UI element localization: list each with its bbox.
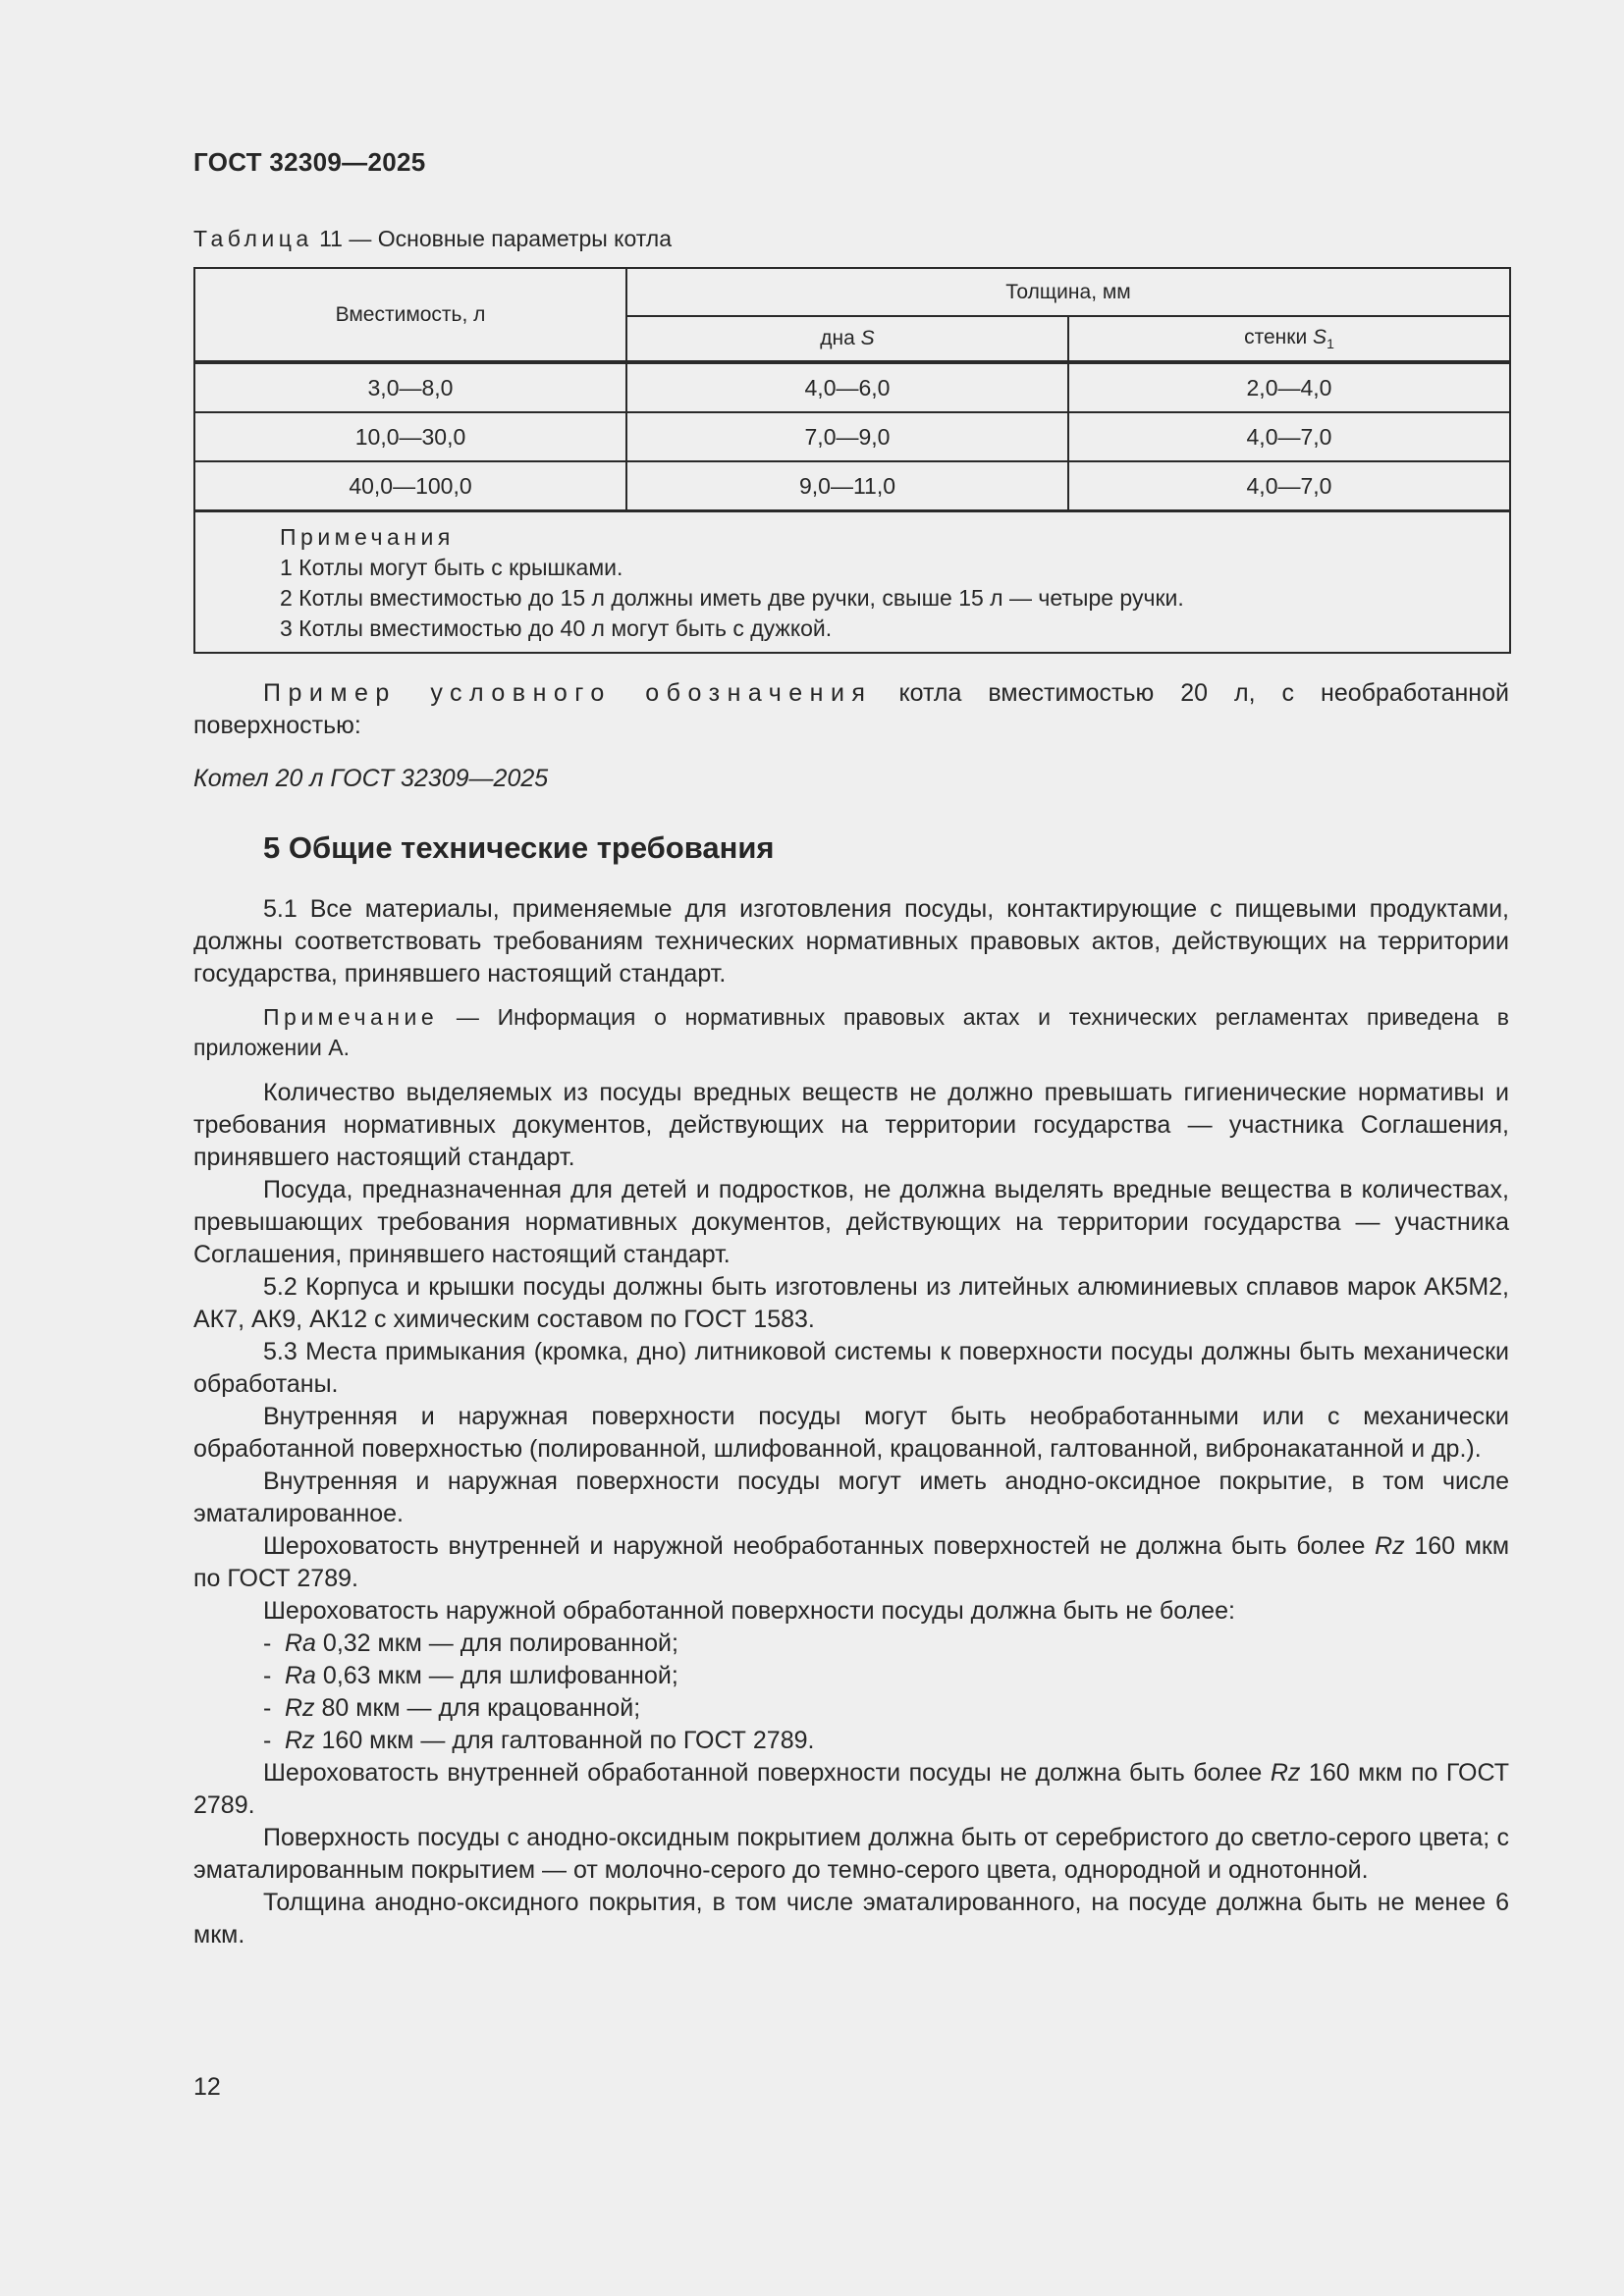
note-label: Примечание <box>263 1004 439 1030</box>
standard-header: ГОСТ 32309—2025 <box>193 147 426 177</box>
cell-capacity: 10,0—30,0 <box>194 412 626 461</box>
cell-bottom: 4,0—6,0 <box>626 362 1068 412</box>
table-notes-row <box>194 511 1510 654</box>
paragraph-color: Поверхность посуды с анодно-оксидным покрытием должна быть от серебристого до светло-серого цвета; с эматалированным покрытием — от молочно-серого до темно-серого цвета, однородной и однотонной. <box>193 1824 1509 1884</box>
parameters-table <box>193 267 1511 654</box>
note-item: 1 Котлы могут быть с крышками. <box>280 555 623 580</box>
note-item: 3 Котлы вместимостью до 40 л могут быть с дужкой. <box>280 615 833 641</box>
table-caption-text: 11 — Основные параметры котла <box>319 226 673 251</box>
list-item: - Rz 80 мкм — для крацованной; <box>263 1694 641 1722</box>
paragraph-rough-outer: Шероховатость наружной обработанной поверхности посуды должна быть не более: <box>263 1597 1235 1625</box>
paragraph-5-2: 5.2 Корпуса и крышки посуды должны быть изготовлены из литейных алюминиевых сплавов марок АК5М2, АК7, АК9, АК12 с химическим составом по ГОСТ 1583. <box>193 1273 1509 1333</box>
page-number: 12 <box>193 2073 221 2101</box>
cell-wall: 2,0—4,0 <box>1068 362 1510 412</box>
list-item: - Ra 0,32 мкм — для полированной; <box>263 1629 678 1657</box>
paragraph-5-1: 5.1 Все материалы, применяемые для изготовления посуды, контактирующие с пищевыми продуктами, должны соответствовать требованиям технических нормативных правовых актов, действующих на территории государства, принявшего настоящий стандарт. <box>193 895 1509 988</box>
table-header-row <box>194 268 1510 316</box>
header-capacity: Вместимость, л <box>194 268 626 362</box>
section-note: Примечание — Информация о нормативных правовых актах и технических регламентах приведена в приложении А. <box>193 1004 1509 1060</box>
table-row <box>194 461 1510 511</box>
paragraph-surfaces: Внутренняя и наружная поверхности посуды могут быть необработанными или с механически обработанной поверхностью (полированной, шлифованной, крацованной, галтованной, вибронакатанной и др.). <box>193 1403 1509 1463</box>
paragraph-rough-inner: Шероховатость внутренней обработанной поверхности посуды не должна быть более Rz 160 мкм по ГОСТ 2789. <box>193 1759 1509 1819</box>
paragraph-coating: Внутренняя и наружная поверхности посуды могут иметь анодно-оксидное покрытие, в том числе эматалированное. <box>193 1468 1509 1527</box>
roughness-list <box>193 1628 1509 1757</box>
paragraph-thickness: Толщина анодно-оксидного покрытия, в том числе эматалированного, на посуде должна быть не менее 6 мкм. <box>193 1889 1509 1949</box>
table-row <box>194 362 1510 412</box>
list-item: - Ra 0,63 мкм — для шлифованной; <box>263 1662 678 1689</box>
example-paragraph: Пример условного обозначения котла вместимостью 20 л, с необработанной поверхностью: <box>193 679 1509 739</box>
paragraph-children: Посуда, предназначенная для детей и подростков, не должна выделять вредные вещества в количествах, превышающих требования нормативных документов, действующих на территории государства — участника Соглашения, принявшего настоящий стандарт. <box>193 1176 1509 1268</box>
header-wall: стенки $S_1$ <box>1068 316 1510 362</box>
paragraph-rough-untreated: Шероховатость внутренней и наружной необработанных поверхностей не должна быть более Rz 160 мкм по ГОСТ 2789. <box>193 1532 1510 1592</box>
note-item: 2 Котлы вместимостью до 15 л должны иметь две ручки, свыше 15 л — четыре ручки. <box>280 585 1184 611</box>
header-thickness: Толщина, мм <box>626 268 1510 316</box>
cell-bottom: 7,0—9,0 <box>626 412 1068 461</box>
table-caption-label: Таблица <box>193 226 313 251</box>
cell-capacity: 3,0—8,0 <box>194 362 626 412</box>
section-body <box>193 893 1509 1951</box>
table-notes <box>194 511 1510 654</box>
notes-title: Примечания <box>280 524 455 550</box>
example-label: Пример условного обозначения <box>263 679 873 707</box>
header-bottom: дна S <box>626 316 1068 362</box>
cell-bottom: 9,0—11,0 <box>626 461 1068 511</box>
cell-wall: 4,0—7,0 <box>1068 412 1510 461</box>
designation-example <box>193 677 1509 795</box>
cell-capacity: 40,0—100,0 <box>194 461 626 511</box>
section-heading: 5 Общие технические требования <box>263 830 775 865</box>
paragraph-harmful: Количество выделяемых из посуды вредных веществ не должно превышать гигиенические нормативы и требования нормативных документов, действующих на территории государства — участника Соглашения, принявшего настоящий стандарт. <box>193 1079 1509 1171</box>
list-item: - Rz 160 мкм — для галтованной по ГОСТ 2789. <box>263 1727 815 1754</box>
example-designation: Котел 20 л ГОСТ 32309—2025 <box>193 765 549 792</box>
table-caption <box>193 226 672 252</box>
paragraph-5-3: 5.3 Места примыкания (кромка, дно) литниковой системы к поверхности посуды должны быть механически обработаны. <box>193 1338 1509 1398</box>
cell-wall: 4,0—7,0 <box>1068 461 1510 511</box>
table-row <box>194 412 1510 461</box>
